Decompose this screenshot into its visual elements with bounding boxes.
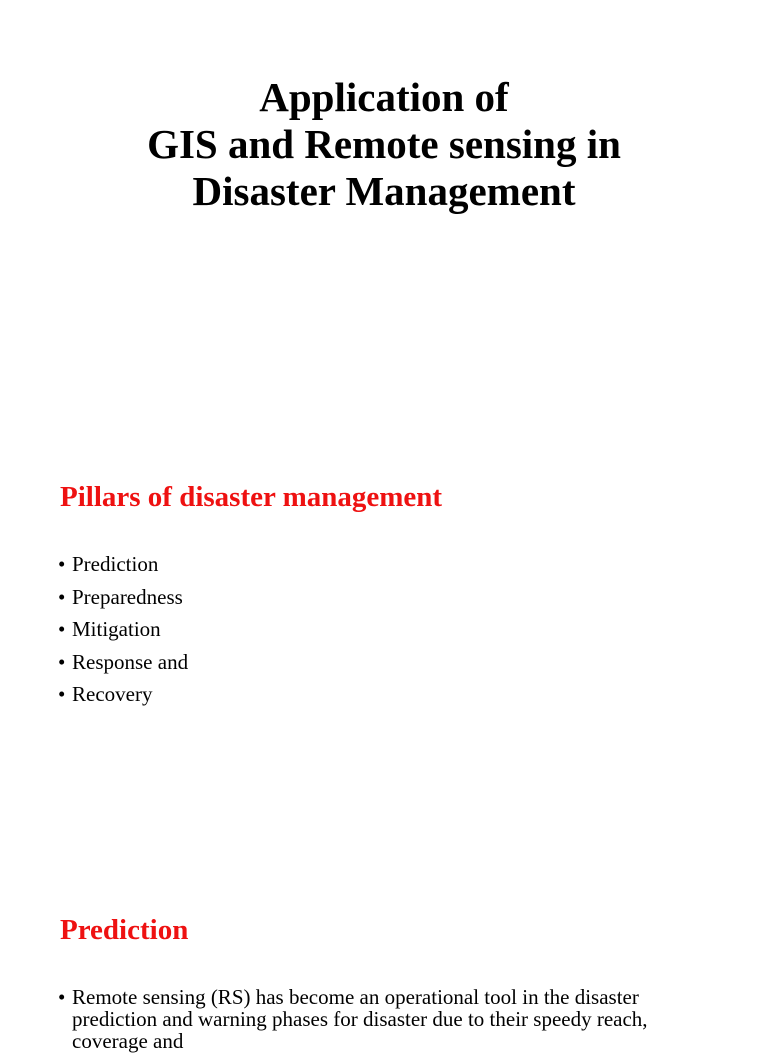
bullet-list (58, 548, 188, 711)
bullet-dot-icon: • (58, 682, 66, 706)
bullet-text: Mitigation (72, 617, 161, 641)
bullet-item (58, 581, 188, 614)
bullet-dot-icon: • (58, 985, 66, 1009)
bullet-item (58, 678, 188, 711)
bullet-list (58, 986, 718, 1052)
bullet-item (58, 986, 718, 1052)
bullet-dot-icon: • (58, 552, 66, 576)
bullet-text: Prediction (72, 552, 159, 576)
bullet-text: Recovery (72, 682, 153, 706)
bullet-dot-icon: • (58, 649, 66, 674)
bullet-text: Preparedness (72, 584, 183, 609)
slide-title (0, 0, 768, 380)
bullet-dot-icon: • (58, 584, 66, 609)
title-line: Application of (259, 74, 509, 120)
title-line: GIS and Remote sensing in (147, 121, 621, 167)
slide-pillars (0, 384, 768, 852)
slide-heading: Prediction (60, 914, 189, 946)
slide-heading: Pillars of disaster management (60, 481, 443, 513)
bullet-text: Response and (72, 649, 189, 674)
bullet-item (58, 646, 188, 679)
bullet-item (58, 548, 188, 581)
title-line: Disaster Management (192, 168, 576, 214)
bullet-dot-icon: • (58, 617, 66, 641)
bullet-item (58, 613, 188, 646)
bullet-text: Remote sensing (RS) has become an operational tool in the disaster prediction and warning phases for disaster due to their speedy reach, coverage and (72, 985, 648, 1053)
presentation-title (0, 74, 768, 215)
slide-prediction (0, 856, 768, 1053)
